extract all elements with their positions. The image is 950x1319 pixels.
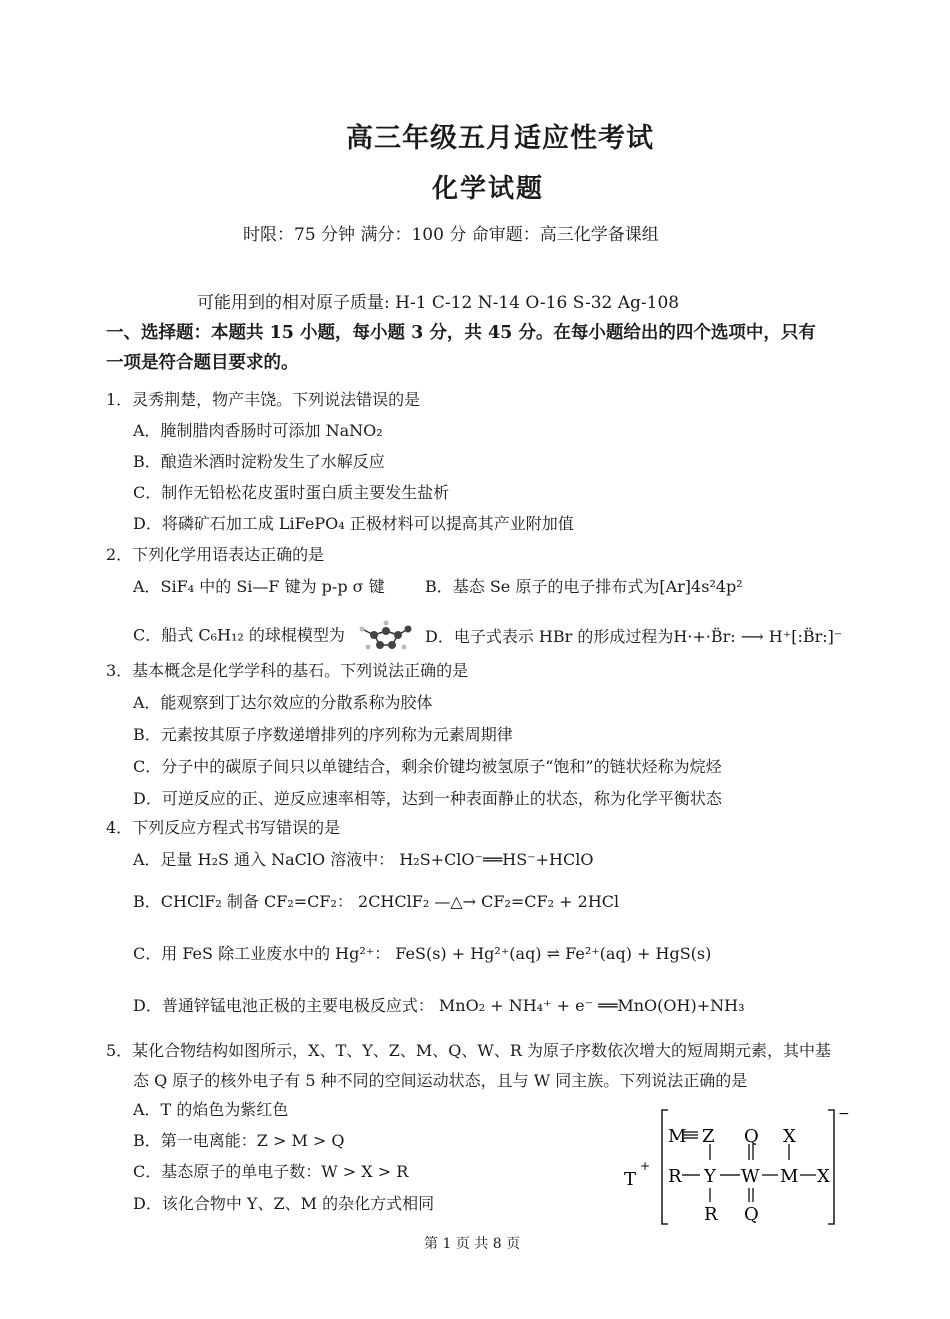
q5-option-c: C．基态原子的单电子数：W > X > R bbox=[133, 1162, 409, 1181]
atom-r-left: R bbox=[668, 1166, 682, 1187]
q3-option-a: A．能观察到丁达尔效应的分散系称为胶体 bbox=[133, 693, 433, 712]
q3-option-c: C．分子中的碳原子间只以单键结合，剩余价键均被氢原子“饱和”的链状烃称为烷烃 bbox=[133, 757, 722, 776]
q2-option-b: B．基态 Se 原子的电子排布式为[Ar]4s²4p² bbox=[425, 577, 743, 596]
q4-option-c: C．用 FeS 除工业废水中的 Hg²⁺： FeS(s) + Hg²⁺(aq) ⇌ Fe²⁺(aq) + HgS(s) bbox=[133, 944, 712, 963]
q4-stem: 4．下列反应方程式书写错误的是 bbox=[106, 818, 341, 837]
anion-charge: − bbox=[838, 1106, 850, 1122]
q5-option-d: D．该化合物中 Y、Z、M 的杂化方式相同 bbox=[133, 1194, 435, 1213]
q1-stem: 1．灵秀荆楚，物产丰饶。下列说法错误的是 bbox=[106, 390, 421, 409]
page-footer: 第 1 页 共 8 页 bbox=[424, 1236, 521, 1252]
atom-y: Y bbox=[704, 1166, 716, 1187]
q4-option-a: A．足量 H₂S 通入 NaClO 溶液中： H₂S+ClO⁻══HS⁻+HClO bbox=[133, 850, 594, 869]
q5-stem-line2: 态 Q 原子的核外电子有 5 种不同的空间运动状态，且与 W 同主族。下列说法正确的是 bbox=[133, 1071, 748, 1090]
q2-option-a: A．SiF₄ 中的 Si—F 键为 p-p σ 键 bbox=[133, 577, 385, 596]
q2-stem: 2．下列化学用语表达正确的是 bbox=[106, 545, 325, 564]
q2-option-c bbox=[133, 619, 420, 653]
atom-w: W bbox=[741, 1166, 760, 1187]
q5-option-a: A．T 的焰色为紫红色 bbox=[133, 1100, 289, 1119]
atom-m-top: M bbox=[668, 1126, 687, 1147]
section-heading-line1: 一、选择题：本题共 15 小题，每小题 3 分，共 45 分。在每小题给出的四个选项中，只有 bbox=[106, 323, 816, 343]
atom-x-right: X bbox=[817, 1166, 830, 1187]
q3-option-d: D．可逆反应的正、逆反应速率相等，达到一种表面静止的状态，称为化学平衡状态 bbox=[133, 789, 722, 808]
ball-stick-model-icon bbox=[354, 619, 416, 653]
subject-title: 化学试题 bbox=[432, 174, 545, 204]
compound-structure-diagram bbox=[622, 1104, 862, 1230]
atom-q-top: Q bbox=[744, 1126, 759, 1147]
cation-charge: + bbox=[640, 1159, 651, 1173]
q1-option-d: D．将磷矿石加工成 LiFePO₄ 正极材料可以提高其产业附加值 bbox=[133, 514, 574, 533]
atom-x-top: X bbox=[783, 1126, 796, 1147]
q2-option-c-text: C．船式 C₆H₁₂ 的球棍模型为 bbox=[133, 625, 345, 645]
q3-option-b: B．元素按其原子序数递增排列的序列称为元素周期律 bbox=[133, 725, 513, 744]
q1-option-b: B．酿造米酒时淀粉发生了水解反应 bbox=[133, 452, 385, 471]
q3-stem: 3．基本概念是化学学科的基石。下列说法正确的是 bbox=[106, 661, 469, 680]
exam-meta: 时限：75 分钟 满分：100 分 命审题：高三化学备课组 bbox=[243, 225, 659, 245]
atom-z: Z bbox=[702, 1126, 715, 1147]
atomic-masses: 可能用到的相对原子质量: H-1 C-12 N-14 O-16 S-32 Ag-108 bbox=[197, 293, 680, 313]
q4-option-b: B．CHClF₂ 制备 CF₂=CF₂： 2CHClF₂ —△→ CF₂=CF₂ + 2HCl bbox=[133, 892, 620, 911]
q2-option-d: D．电子式表示 HBr 的形成过程为H·+·B̈r: ⟶ H⁺[:B̈r:]⁻ bbox=[425, 627, 843, 646]
section-heading-line2: 一项是符合题目要求的。 bbox=[106, 353, 299, 373]
atom-q-bottom: Q bbox=[744, 1204, 759, 1225]
q1-option-c: C．制作无铅松花皮蛋时蛋白质主要发生盐析 bbox=[133, 483, 450, 502]
q5-option-b: B．第一电离能：Z > M > Q bbox=[133, 1131, 345, 1150]
cation-label: T bbox=[624, 1169, 637, 1190]
exam-title: 高三年级五月适应性考试 bbox=[346, 123, 654, 154]
q1-option-a: A．腌制腊肉香肠时可添加 NaNO₂ bbox=[133, 421, 383, 440]
atom-m-right: M bbox=[780, 1166, 799, 1187]
q5-stem-line1: 5．某化合物结构如图所示，X、T、Y、Z、M、Q、W、R 为原子序数依次增大的短周期元素，其中基 bbox=[106, 1041, 832, 1060]
atom-r-bottom: R bbox=[704, 1204, 718, 1225]
q4-option-d: D．普通锌锰电池正极的主要电极反应式： MnO₂ + NH₄⁺ + e⁻ ══MnO(OH)+NH₃ bbox=[133, 996, 745, 1015]
